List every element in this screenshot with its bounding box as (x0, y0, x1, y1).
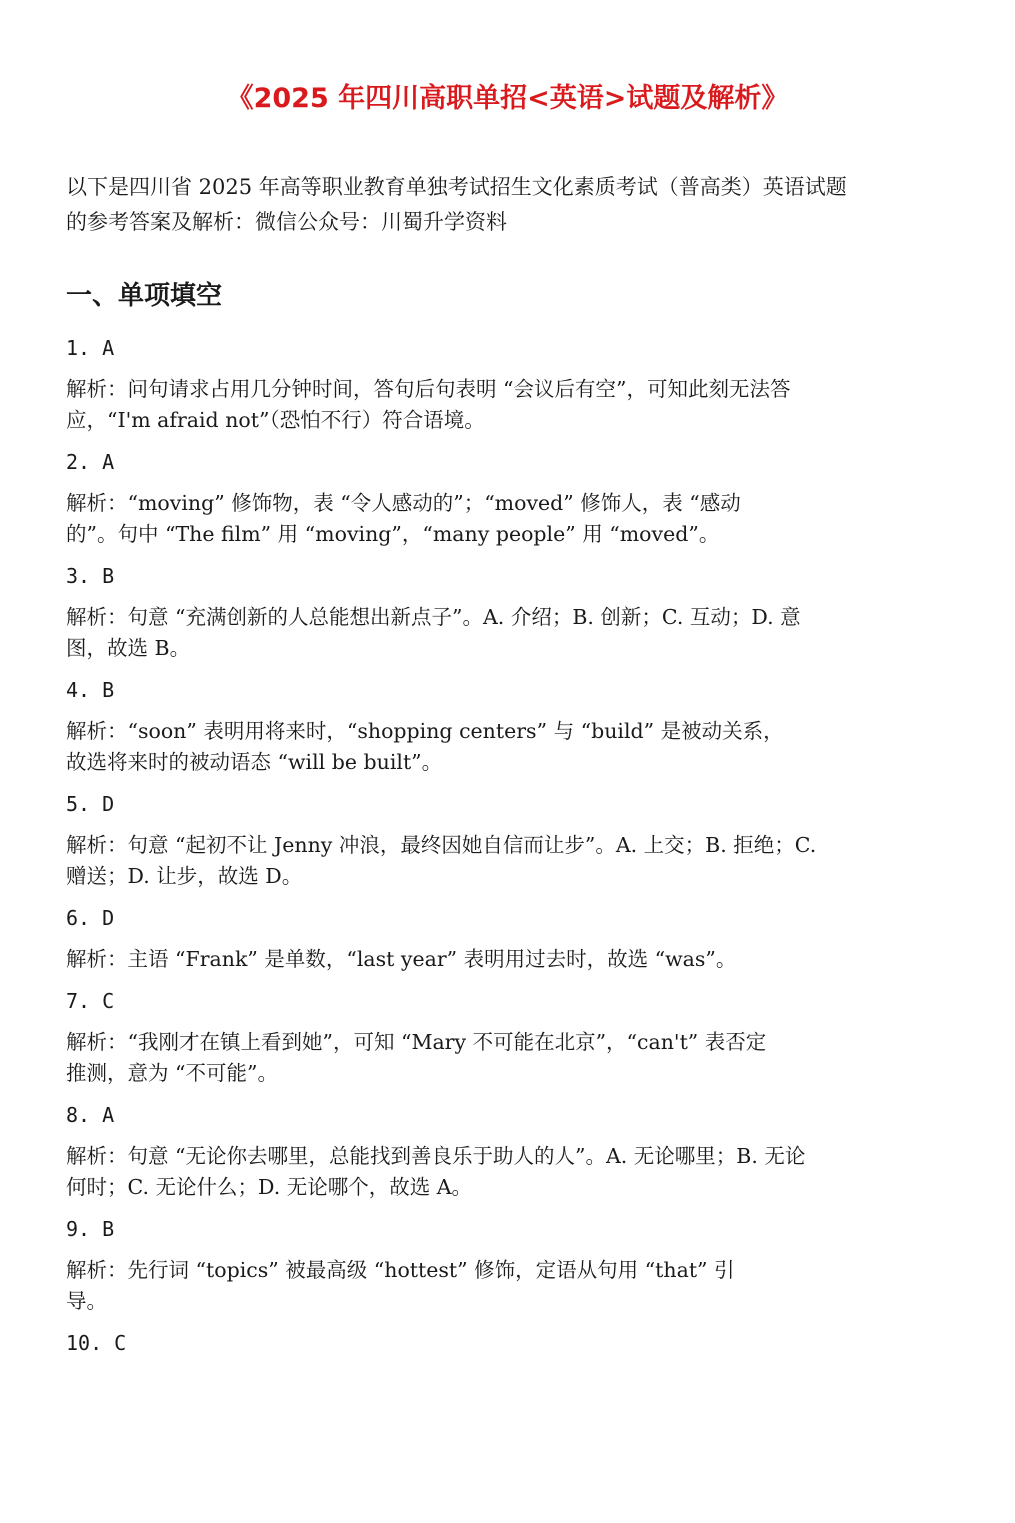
answer-item (66, 674, 966, 778)
answer-item (66, 446, 966, 550)
intro-line: 的参考答案及解析：微信公众号：川蜀升学资料 (66, 210, 507, 234)
answer-item (66, 788, 966, 892)
answer-label: 5. D (66, 792, 115, 816)
answer-label: 1. A (66, 336, 115, 360)
explanation-line: 解析：句意 “起初不让 Jenny 冲浪，最终因她自信而让步”。A. 上交；B. 拒绝；C. (66, 833, 817, 857)
intro-line: 以下是四川省 2025 年高等职业教育单独考试招生文化素质考试（普高类）英语试题 (66, 175, 847, 199)
answer-label: 9. B (66, 1217, 115, 1241)
explanation-line: 解析：句意 “无论你去哪里，总能找到善良乐于助人的人”。A. 无论哪里；B. 无论 (66, 1144, 806, 1168)
explanation-line: 何时；C. 无论什么；D. 无论哪个，故选 A。 (66, 1175, 473, 1199)
answer-explanation (66, 1027, 966, 1089)
answer-explanation (66, 830, 966, 892)
explanation-line: 赠送；D. 让步，故选 D。 (66, 864, 303, 888)
answer-item (66, 902, 966, 975)
explanation-line: 解析：“我刚才在镇上看到她”，可知 “Mary 不可能在北京”，“can't” 表否定 (66, 1030, 767, 1054)
explanation-line: 推测，意为 “不可能”。 (66, 1061, 278, 1085)
answer-explanation (66, 488, 966, 550)
answer-explanation (66, 944, 966, 975)
explanation-line: 解析：“moving” 修饰物，表 “令人感动的”；“moved” 修饰人，表 “感动 (66, 491, 741, 515)
explanation-line: 应，“I'm afraid not”（恐怕不行）符合语境。 (66, 408, 485, 432)
answer-label: 8. A (66, 1103, 115, 1127)
answer-item (66, 1213, 966, 1317)
document-title: 《2025 年四川高职单招<英语>试题及解析》 (226, 83, 789, 114)
explanation-line: 解析：主语 “Frank” 是单数，“last year” 表明用过去时，故选 “was”。 (66, 947, 737, 971)
answer-explanation (66, 716, 966, 778)
answer-label: 4. B (66, 678, 115, 702)
explanation-line: 图，故选 B。 (66, 636, 191, 660)
answer-explanation (66, 1255, 966, 1317)
answer-explanation (66, 374, 966, 436)
answer-label: 7. C (66, 989, 115, 1013)
section-heading: 一、单项填空 (66, 281, 223, 311)
explanation-line: 故选将来时的被动语态 “will be built”。 (66, 750, 443, 774)
explanation-line: 解析：“soon” 表明用将来时，“shopping centers” 与 “build” 是被动关系， (66, 719, 784, 743)
answer-item (66, 1327, 966, 1359)
answer-explanation (66, 1141, 966, 1203)
answer-label: 2. A (66, 450, 115, 474)
answer-label: 3. B (66, 564, 115, 588)
answer-explanation (66, 602, 966, 664)
explanation-line: 解析：句意 “充满创新的人总能想出新点子”。A. 介绍；B. 创新；C. 互动；D. 意 (66, 605, 801, 629)
explanation-line: 导。 (66, 1289, 107, 1313)
answer-label: 10. C (66, 1331, 127, 1355)
intro-paragraph (66, 170, 956, 240)
explanation-line: 解析：先行词 “topics” 被最高级 “hottest” 修饰，定语从句用 “that” 引 (66, 1258, 735, 1282)
answer-item (66, 985, 966, 1089)
answer-item (66, 332, 966, 436)
explanation-line: 的”。句中 “The film” 用 “moving”，“many people” 用 “moved”。 (66, 522, 720, 546)
answer-item (66, 560, 966, 664)
answer-item (66, 1099, 966, 1203)
answer-label: 6. D (66, 906, 115, 930)
explanation-line: 解析：问句请求占用几分钟时间，答句后句表明 “会议后有空”，可知此刻无法答 (66, 377, 791, 401)
answer-list (66, 332, 966, 1369)
